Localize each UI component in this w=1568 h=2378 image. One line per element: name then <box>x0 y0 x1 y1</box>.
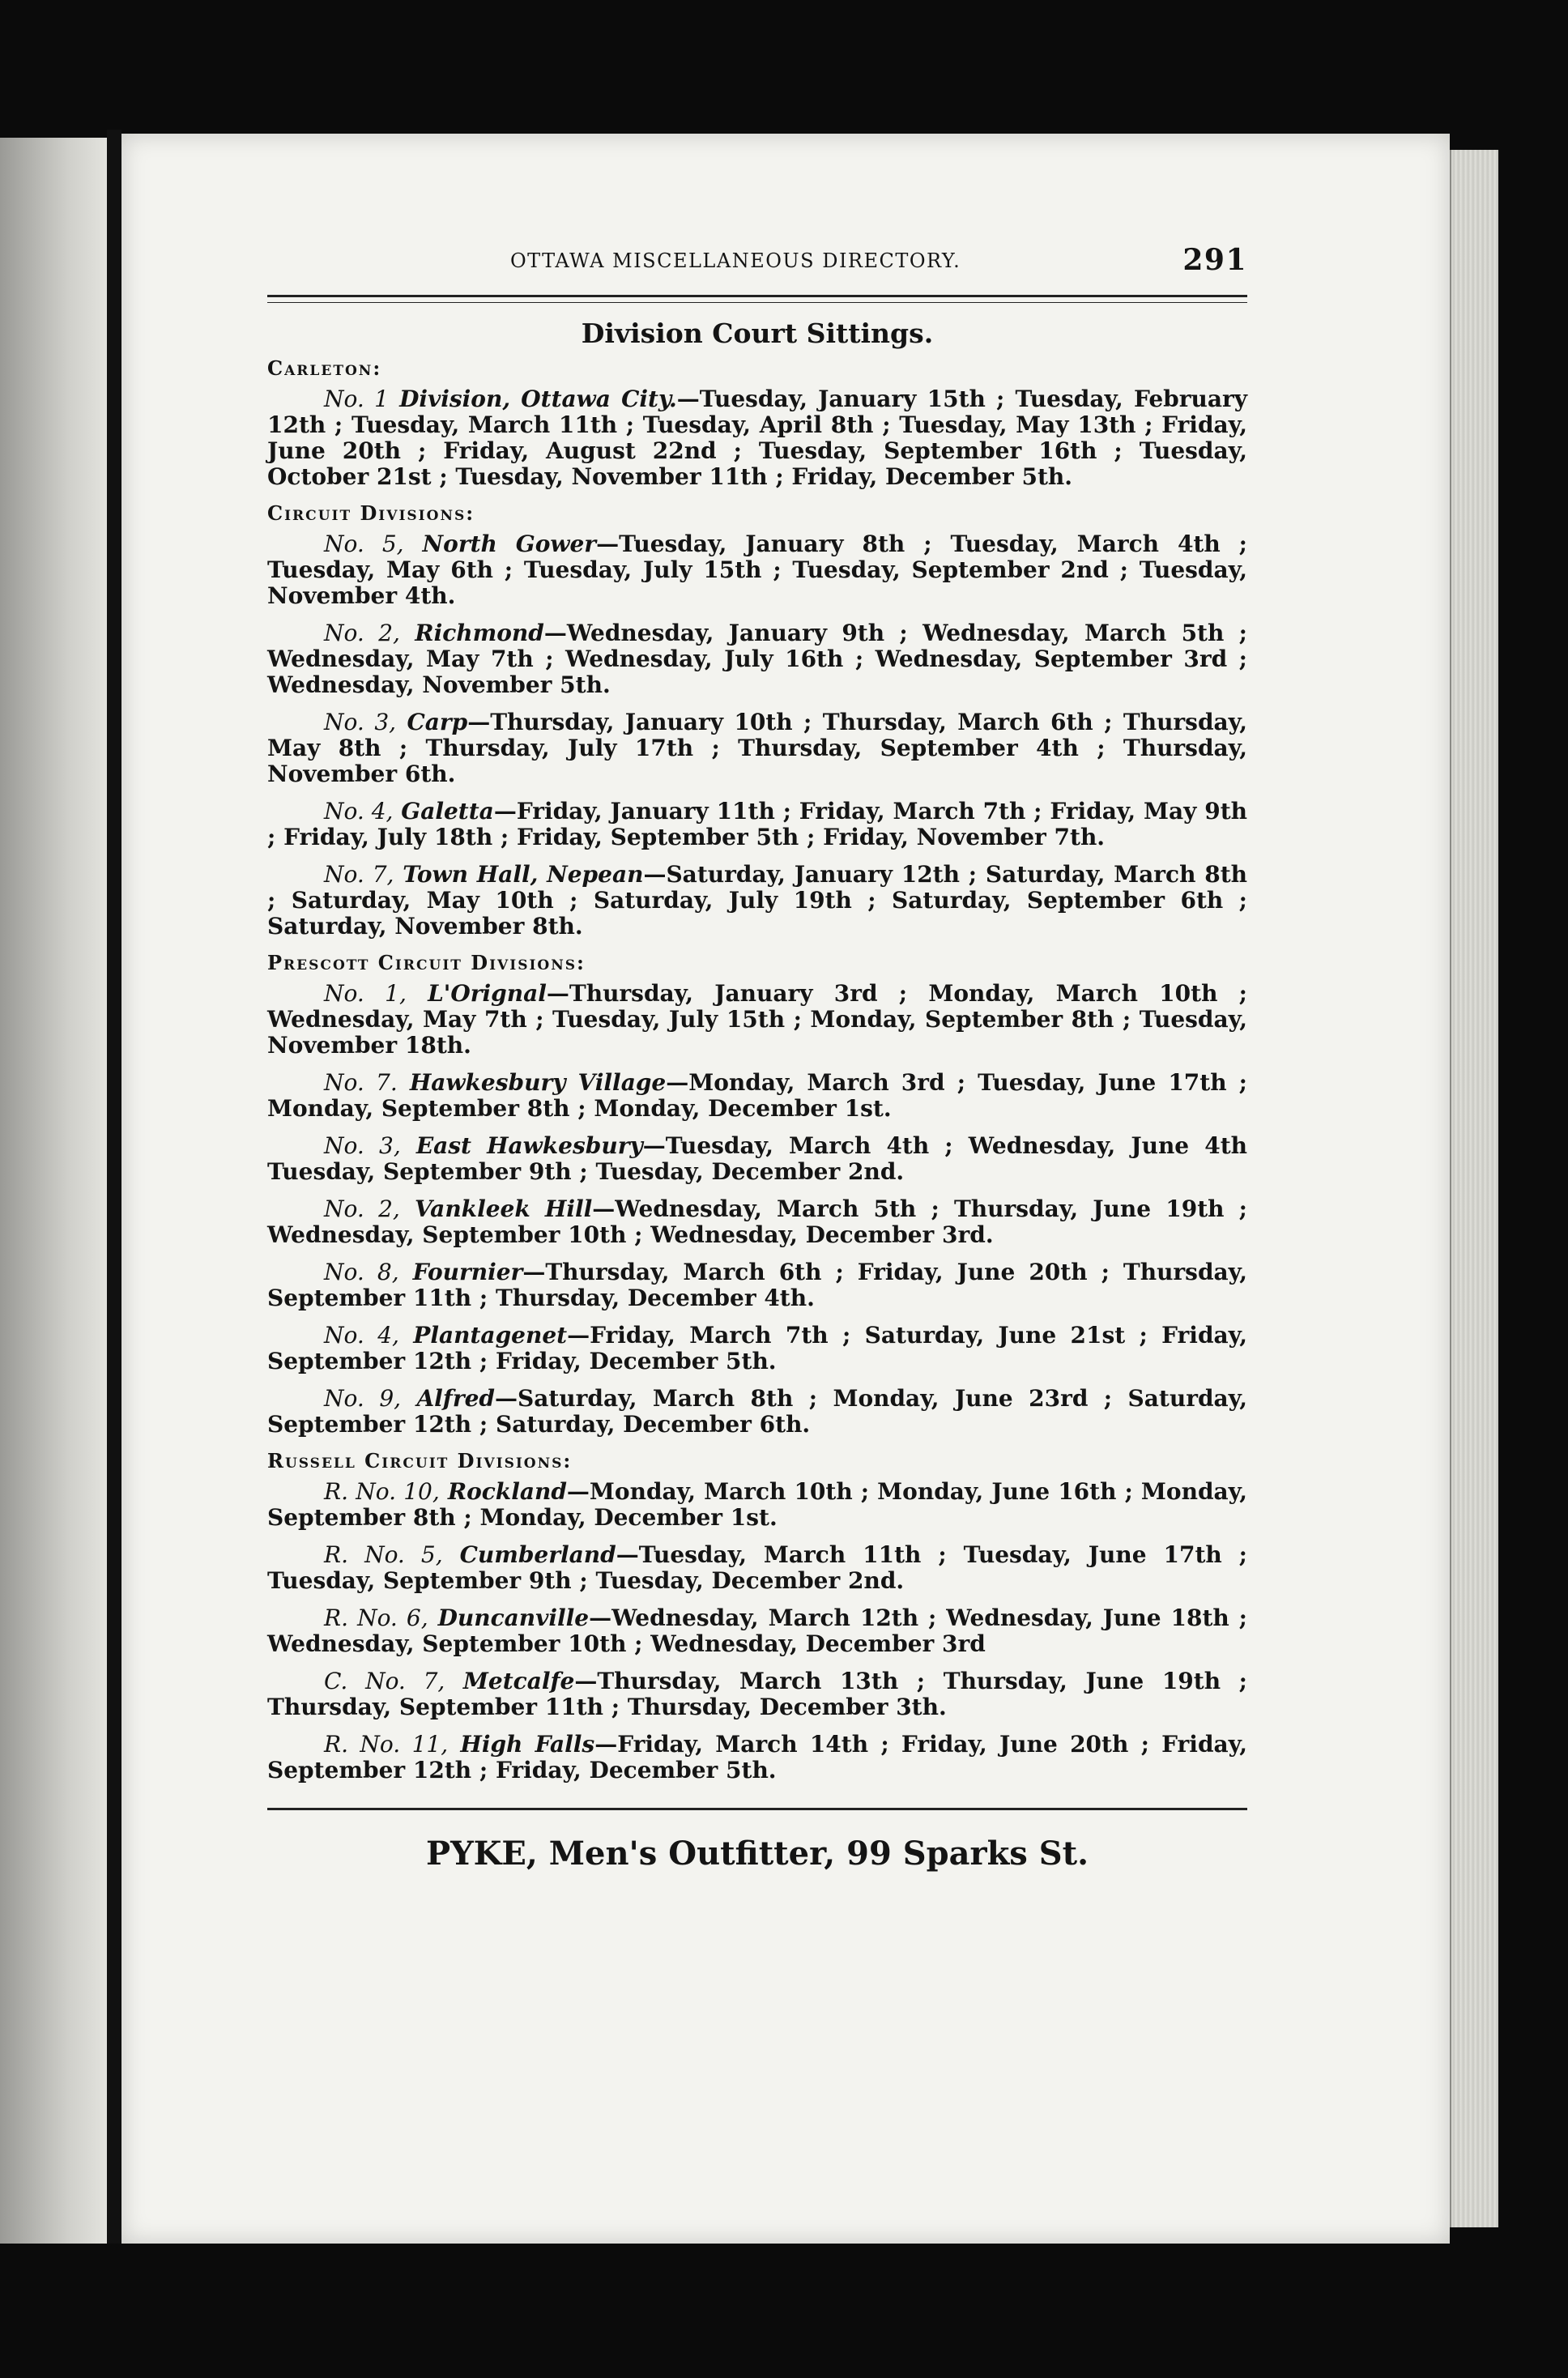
division-place: Galetta <box>401 798 494 825</box>
court-sitting-entry <box>267 531 1247 609</box>
division-place: L'Orignal <box>428 980 547 1007</box>
court-sitting-entry <box>267 862 1247 940</box>
division-place: Division, Ottawa City. <box>399 386 677 412</box>
sitting-dates: —Wednesday, March 5th ; Thursday, June 19th ; Wednesday, September 10th ; Wednesday, December 3rd. <box>267 1195 1248 1248</box>
division-number: No. 7. <box>324 1069 398 1096</box>
division-number: No. 3, <box>324 1132 401 1159</box>
sitting-dates: —Friday, March 14th ; Friday, June 20th ; Friday, September 12th ; Friday, December 5th. <box>267 1731 1248 1784</box>
division-place: Plantagenet <box>413 1322 568 1349</box>
court-sitting-entry <box>267 1732 1247 1784</box>
adjacent-page-margin <box>0 138 113 2244</box>
court-sitting-entry <box>267 1668 1247 1720</box>
division-number: No. 4, <box>324 1322 399 1349</box>
page-content <box>267 243 1247 1873</box>
page-number: 291 <box>1182 243 1247 277</box>
sitting-dates: —Friday, January 11th ; Friday, March 7th ; Friday, May 9th ; Friday, July 18th ; Friday, September 5th ; Friday, November 7th. <box>267 798 1247 850</box>
district-heading: Prescott Circuit Divisions: <box>267 951 586 974</box>
division-place: Richmond <box>415 620 544 646</box>
court-sitting-entry <box>267 1479 1247 1531</box>
running-head-title: OTTAWA MISCELLANEOUS DIRECTORY. <box>510 249 961 272</box>
division-number: No. 7, <box>324 861 394 888</box>
division-place: Hawkesbury Village <box>409 1069 667 1096</box>
running-head <box>267 243 1247 283</box>
division-number: No. 4, <box>324 798 394 825</box>
division-place: Alfred <box>416 1385 495 1412</box>
division-number: R. No. 11, <box>324 1731 449 1758</box>
division-place: Cumberland <box>459 1541 616 1568</box>
division-number: No. 1, <box>324 980 407 1007</box>
sitting-dates: —Tuesday, January 15th ; Tuesday, February 12th ; Tuesday, March 11th ; Tuesday, April 8th ; Tuesday, May 13th ; Friday, June 20th ; Friday, August 22nd ; Tuesday, September 16th ; Tuesday, October 21st ; Tuesday, November 11th ; Friday, December 5th. <box>267 386 1247 490</box>
court-sitting-entry <box>267 620 1247 698</box>
division-number: No. 8, <box>324 1259 399 1285</box>
division-place: High Falls <box>460 1731 595 1758</box>
sitting-dates: —Monday, March 3rd ; Tuesday, June 17th ; Monday, September 8th ; Monday, December 1st. <box>267 1069 1248 1122</box>
court-sitting-entry <box>267 1605 1247 1657</box>
division-number: No. 9, <box>324 1385 402 1412</box>
division-place: Duncanville <box>437 1605 590 1631</box>
sitting-dates: —Saturday, March 8th ; Monday, June 23rd ; Saturday, September 12th ; Saturday, December 6th. <box>267 1385 1247 1438</box>
district-heading: Circuit Divisions: <box>267 501 475 525</box>
division-place: Carp <box>407 709 468 735</box>
court-sitting-entry <box>267 799 1247 850</box>
court-sitting-entry <box>267 1070 1247 1122</box>
division-number: R. No. 10, <box>324 1478 440 1505</box>
sitting-dates: —Saturday, January 12th ; Saturday, March 8th ; Saturday, May 10th ; Saturday, July 19th ; Saturday, September 6th ; Saturday, November 8th. <box>267 861 1247 940</box>
division-place: East Hawkesbury <box>415 1132 643 1159</box>
district-heading: Russell Circuit Divisions: <box>267 1449 573 1472</box>
sitting-dates: —Tuesday, March 4th ; Wednesday, June 4th Tuesday, September 9th ; Tuesday, December 2nd. <box>267 1132 1247 1185</box>
division-place: Metcalfe <box>462 1668 575 1694</box>
district-list <box>267 356 1247 1784</box>
sitting-dates: —Thursday, January 10th ; Thursday, March 6th ; Thursday, May 8th ; Thursday, July 17th ; Thursday, September 4th ; Thursday, November 6th. <box>267 709 1248 787</box>
division-number: No. 2, <box>324 620 400 646</box>
division-place: Vankleek Hill <box>415 1195 593 1222</box>
division-number: No. 3, <box>324 709 397 735</box>
sitting-dates: —Tuesday, March 11th ; Tuesday, June 17th ; Tuesday, September 9th ; Tuesday, December 2nd. <box>267 1541 1248 1594</box>
court-sitting-entry <box>267 1259 1247 1311</box>
book-gutter <box>107 130 121 2244</box>
division-number: R. No. 6, <box>324 1605 428 1631</box>
division-place: North Gower <box>422 531 597 557</box>
sitting-dates: —Wednesday, January 9th ; Wednesday, March 5th ; Wednesday, May 7th ; Wednesday, July 16th ; Wednesday, September 3rd ; Wednesday, November 5th. <box>267 620 1247 698</box>
page-stack-edge <box>1450 150 1498 2227</box>
section-title: Division Court Sittings. <box>581 317 934 349</box>
division-number: R. No. 5, <box>324 1541 443 1568</box>
division-place: Town Hall, Nepean <box>403 861 644 888</box>
sitting-dates: —Friday, March 7th ; Saturday, June 21st ; Friday, September 12th ; Friday, December 5th. <box>267 1322 1247 1374</box>
advertisement: PYKE, Men's Outfitter, 99 Sparks St. <box>425 1835 1089 1873</box>
sitting-dates: —Wednesday, March 12th ; Wednesday, June 18th ; Wednesday, September 10th ; Wednesday, December 3rd <box>267 1605 1248 1657</box>
court-sitting-entry <box>267 1542 1247 1594</box>
court-sitting-entry <box>267 1386 1247 1438</box>
court-sitting-entry <box>267 981 1247 1059</box>
division-number: No. 2, <box>324 1195 400 1222</box>
division-place: Rockland <box>447 1478 567 1505</box>
division-number: C. No. 7, <box>324 1668 445 1694</box>
court-sitting-entry <box>267 710 1247 787</box>
court-sitting-entry <box>267 1133 1247 1185</box>
court-sitting-entry <box>267 1323 1247 1374</box>
court-sitting-entry <box>267 1196 1247 1248</box>
sitting-dates: —Tuesday, January 8th ; Tuesday, March 4th ; Tuesday, May 6th ; Tuesday, July 15th ; Tuesday, September 2nd ; Tuesday, November 4th. <box>267 531 1248 609</box>
footer-rule <box>267 1808 1247 1810</box>
district-heading: Carleton: <box>267 356 382 380</box>
court-sitting-entry <box>267 386 1247 490</box>
division-number: No. 1 <box>324 386 389 412</box>
sitting-dates: —Monday, March 10th ; Monday, June 16th ; Monday, September 8th ; Monday, December 1st. <box>267 1478 1248 1531</box>
sitting-dates: —Thursday, March 13th ; Thursday, June 19th ; Thursday, September 11th ; Thursday, December 3th. <box>267 1668 1248 1720</box>
header-rule <box>267 295 1247 303</box>
division-number: No. 5, <box>324 531 404 557</box>
division-place: Fournier <box>412 1259 523 1285</box>
sitting-dates: —Thursday, January 3rd ; Monday, March 10th ; Wednesday, May 7th ; Tuesday, July 15th ; Monday, September 8th ; Tuesday, November 18th. <box>267 980 1247 1059</box>
sitting-dates: —Thursday, March 6th ; Friday, June 20th ; Thursday, September 11th ; Thursday, December 4th. <box>267 1259 1248 1311</box>
